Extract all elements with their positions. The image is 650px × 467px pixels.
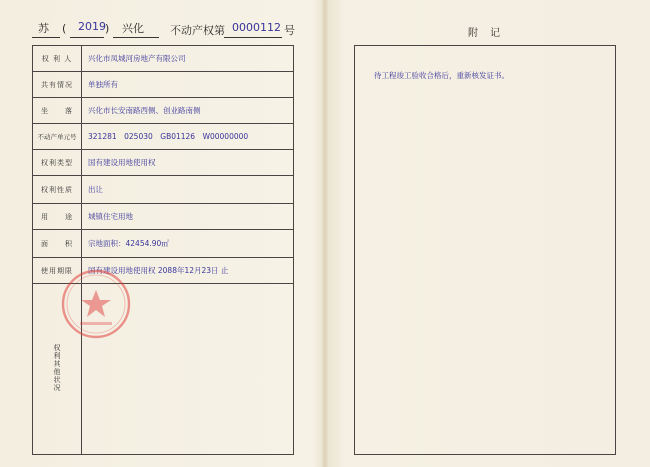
other-status-label: 权利其他状况 <box>53 344 61 392</box>
table-row <box>33 72 294 98</box>
annotation-title: 附记 <box>468 28 512 39</box>
annotation-box <box>354 45 616 455</box>
cert-number: 0000112 <box>232 21 281 34</box>
row-value: 出让 <box>82 176 294 204</box>
cert-city: 兴化 <box>122 22 144 35</box>
row-label: 权利性质 <box>33 176 82 204</box>
city-underline <box>113 37 159 38</box>
row-label: 面 积 <box>33 230 82 258</box>
row-label: 权 利 人 <box>33 46 82 72</box>
registration-table <box>32 45 294 455</box>
row-value: 单独所有 <box>82 72 294 98</box>
row-label: 坐 落 <box>33 98 82 124</box>
row-label: 用 途 <box>33 204 82 230</box>
table-row <box>33 204 294 230</box>
table-row <box>33 46 294 72</box>
row-value: 321281 025030 GB01126 W00000000 <box>82 124 294 150</box>
row-value: 城镇住宅用地 <box>82 204 294 230</box>
red-official-seal-icon <box>60 268 132 340</box>
cert-type: 不动产权第 <box>170 24 225 37</box>
table-row <box>33 124 294 150</box>
table-row <box>33 98 294 124</box>
table-row <box>33 150 294 176</box>
paren-close: ) <box>105 22 110 35</box>
row-label: 权利类型 <box>33 150 82 176</box>
row-label: 使用期限 <box>33 258 82 284</box>
cert-number-suffix: 号 <box>284 24 295 37</box>
row-value: 国有建设用地使用权 2088年12月23日 止 <box>82 258 294 284</box>
year-underline <box>70 37 104 38</box>
row-value: 兴化市凤城河房地产有限公司 <box>82 46 294 72</box>
number-underline <box>224 37 282 38</box>
paren-open: ( <box>62 22 67 35</box>
annotation-text: 待工程竣工验收合格后，重新核发证书。 <box>374 71 509 80</box>
row-label: 不动产单元号 <box>33 124 82 150</box>
row-label: 共有情况 <box>33 72 82 98</box>
row-value: 宗地面积：42454.90㎡ <box>82 230 294 258</box>
table-row <box>33 230 294 258</box>
row-value: 兴化市长安南路西侧、创业路南侧 <box>82 98 294 124</box>
table-row <box>33 176 294 204</box>
province-abbr: 苏 <box>38 22 49 35</box>
row-value: 国有建设用地使用权 <box>82 150 294 176</box>
province-underline <box>32 37 60 38</box>
cert-year: 2019 <box>78 20 106 33</box>
